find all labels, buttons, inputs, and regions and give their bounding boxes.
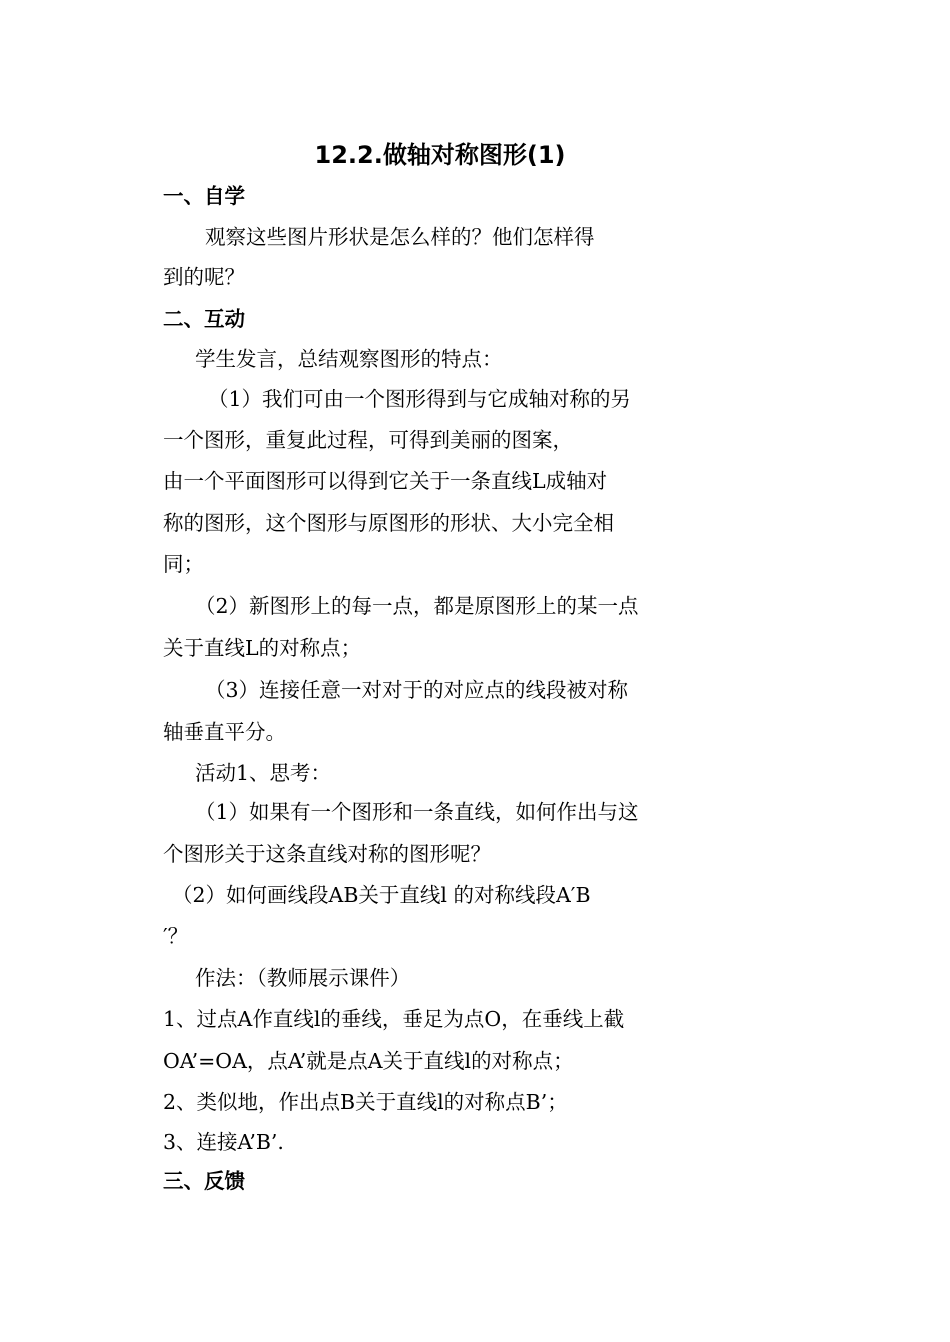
paragraph-line: 称的图形，这个图形与原图形的形状、大小完全相 bbox=[163, 511, 614, 535]
paragraph-line: 到的呢？ bbox=[163, 265, 245, 289]
paragraph-line: 关于直线L的对称点； bbox=[163, 636, 362, 660]
paragraph-line: （3）连接任意一对对于的对应点的线段被对称 bbox=[205, 678, 629, 702]
paragraph-line: 活动1、思考： bbox=[195, 761, 332, 785]
paragraph-line: （2）如何画线段AB关于直线l 的对称线段A′B bbox=[172, 883, 591, 907]
paragraph-line: （1）我们可由一个图形得到与它成轴对称的另 bbox=[208, 387, 632, 411]
page-title: 12.2.做轴对称图形(1) bbox=[314, 141, 566, 169]
paragraph-line: 3、连接A’B’. bbox=[163, 1130, 284, 1154]
paragraph-line: OA’=OA，点A’就是点A关于直线l的对称点； bbox=[163, 1049, 574, 1073]
paragraph-line: （1）如果有一个图形和一条直线，如何作出与这 bbox=[195, 800, 639, 824]
paragraph-line: （2）新图形上的每一点，都是原图形上的某一点 bbox=[195, 594, 639, 618]
paragraph-line: 观察这些图片形状是怎么样的？他们怎样得 bbox=[205, 225, 595, 249]
paragraph-line: 1、过点A作直线l的垂线，垂足为点O，在垂线上截 bbox=[163, 1007, 625, 1031]
paragraph-line: 由一个平面图形可以得到它关于一条直线L成轴对 bbox=[163, 469, 608, 493]
section-heading-self-study: 一、自学 bbox=[163, 184, 245, 208]
section-heading-interaction: 二、互动 bbox=[163, 307, 245, 331]
paragraph-line: 同； bbox=[163, 552, 204, 576]
section-heading-feedback: 三、反馈 bbox=[163, 1169, 245, 1193]
paragraph-line: 一个图形，重复此过程，可得到美丽的图案， bbox=[163, 428, 573, 452]
paragraph-line: ′？ bbox=[163, 924, 189, 948]
paragraph-line: 轴垂直平分。 bbox=[163, 720, 286, 744]
paragraph-line: 作法：（教师展示课件） bbox=[195, 966, 411, 990]
paragraph-line: 个图形关于这条直线对称的图形呢？ bbox=[163, 842, 491, 866]
paragraph-line: 学生发言，总结观察图形的特点： bbox=[195, 347, 503, 371]
paragraph-line: 2、类似地，作出点B关于直线l的对称点B’； bbox=[163, 1090, 568, 1114]
